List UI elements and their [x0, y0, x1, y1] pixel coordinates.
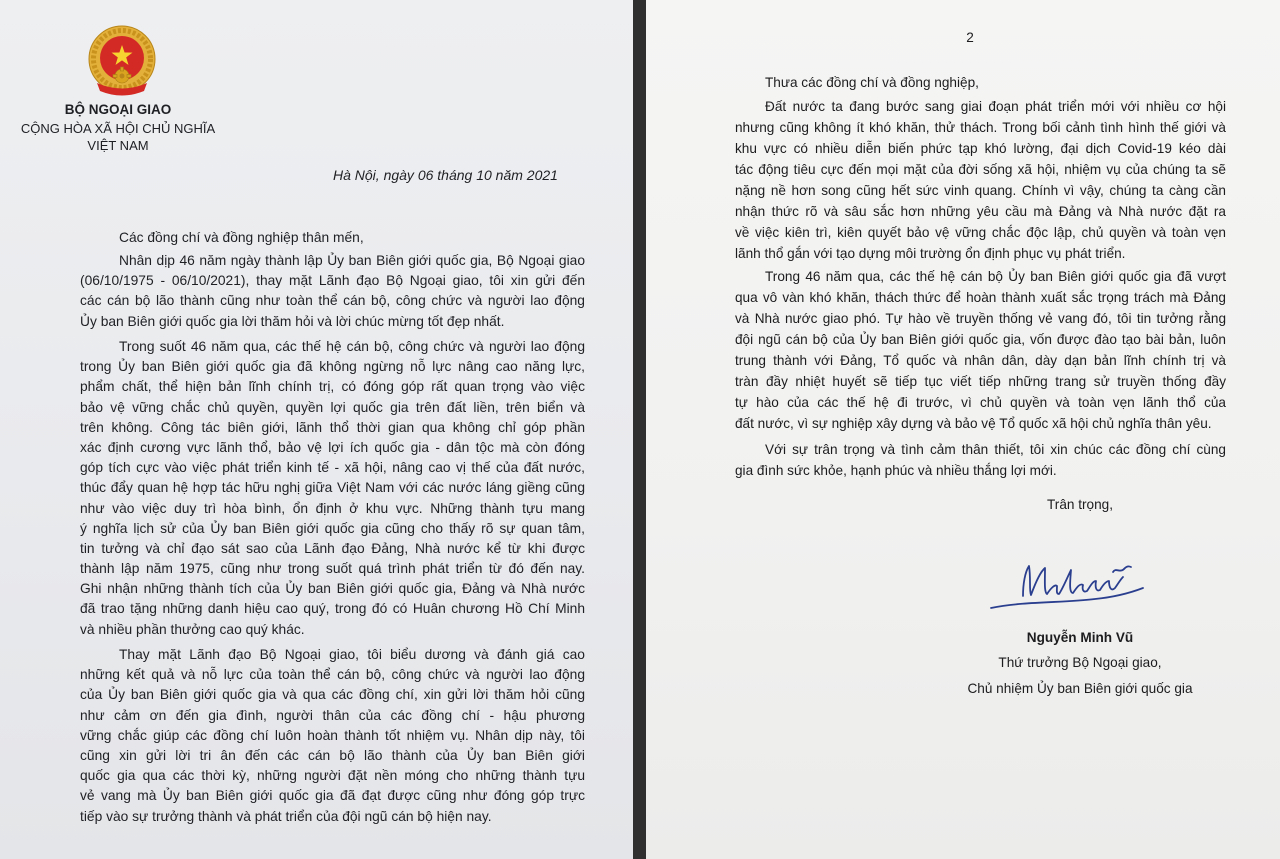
page-number: 2: [966, 30, 974, 45]
signer-title: Chủ nhiệm Ủy ban Biên giới quốc gia: [967, 681, 1193, 696]
letter-line: các cán bộ lão thành cũng như toàn thể cán bộ, công chức và người lao động: [80, 293, 585, 309]
ministry-name: BỘ NGOẠI GIAO: [64, 102, 172, 117]
letter-line: những kết quả và nỗ lực của toàn thể cán bộ, công chức và người lao động: [80, 667, 585, 683]
letter-line: thúc đẩy quan hệ hợp tác hữu nghị giữa Việt Nam với các nước láng giềng cũng: [80, 480, 585, 496]
letter-line: quốc gia qua các thời kỳ, những người đặt nền móng cho những thành tựu: [80, 768, 585, 784]
letter-line: Trong suốt 46 năm qua, các thế hệ cán bộ, công chức và người lao động: [119, 339, 585, 354]
letter-line: như vào việc duy trì hòa bình, ổn định ở khu vực. Những thành tựu mang: [80, 500, 585, 516]
letter-line: Ghi nhận những thành tích của Ủy ban Biên giới quốc gia, Đảng và Nhà nước: [80, 581, 585, 597]
body-paragraph: [735, 96, 1226, 264]
letter-line: tác động tiêu cực đến mọi mặt của đời sống xã hội, nhiệm vụ của chúng ta sẽ: [735, 161, 1226, 177]
letter-line: cũng xin gửi lời tri ân đến các cán bộ lão thành của Ủy ban Biên giới: [80, 747, 585, 763]
letter-line: khu vực có nhiều diễn biến phức tạp khó lường, đại dịch Covid-19 kéo dài: [735, 140, 1226, 156]
letter-line: Ủy ban Biên giới quốc gia lời thăm hỏi và lời chúc mừng tốt đẹp nhất.: [80, 313, 505, 329]
letter-line: lãnh thổ gắn với tạo dựng môi trường ổn định phục vụ phát triển.: [735, 245, 1126, 261]
state-name-line-1: CỘNG HÒA XÃ HỘI CHỦ NGHĨA: [20, 121, 216, 136]
letter-line: vẻ vang mà Ủy ban Biên giới quốc gia đã đạt được cũng như đóng góp trực: [80, 788, 585, 804]
letter-line: tự hào của các thế hệ đi trước, vì chủ quyền và toàn vẹn lãnh thổ của: [735, 394, 1226, 410]
letter-page-1: [0, 0, 633, 859]
letter-line: ý nghĩa lịch sử của Ủy ban Biên giới quốc gia cũng cho thấy rõ sự quan tâm,: [80, 520, 585, 536]
body-paragraph: [735, 439, 1226, 481]
letter-line: nhưng cũng không ít khó khăn, thử thách. Trong bối cảnh tình hình thế giới và: [735, 119, 1226, 135]
body-paragraph: [80, 337, 585, 640]
date-line: Hà Nội, ngày 06 tháng 10 năm 2021: [333, 167, 558, 183]
letter-line: đội ngũ cán bộ của Ủy ban Biên giới quốc gia, vốn được đào tạo bài bản, luôn: [735, 331, 1226, 347]
letter-line: của Ủy ban Biên giới quốc gia và qua các đồng chí, xin gửi lời thăm hỏi cũng: [80, 687, 585, 703]
letter-line: trung thành với Đảng, Tổ quốc và nhân dân, dày dạn bản lĩnh chính trị và: [735, 352, 1226, 368]
body-paragraph: [80, 251, 585, 332]
salutation: Thưa các đồng chí và đồng nghiệp,: [765, 74, 979, 90]
letter-line: đã trao tặng những danh hiệu cao quý, trong đó có Huân chương Hồ Chí Minh: [80, 601, 585, 617]
salutation: Các đồng chí và đồng nghiệp thân mến,: [119, 230, 364, 245]
letter-line: nặng nề hơn song cũng hết sức vinh quang. Chính vì vậy, chúng ta càng cần: [735, 182, 1226, 198]
letter-line: Đất nước ta đang bước sang giai đoạn phát triển mới với nhiều cơ hội: [765, 98, 1226, 114]
state-name-line-2: VIỆT NAM: [87, 138, 149, 153]
body-paragraph: [735, 266, 1226, 434]
letter-page-2: [646, 0, 1280, 859]
letter-line: gia đình sức khỏe, hạnh phúc và nhiều thắng lợi mới.: [735, 462, 1057, 478]
letter-line: như cảm ơn đến gia đình, người thân của các đồng chí - hậu phương: [80, 707, 585, 723]
letter-line: và Nhà nước giao phó. Tự hào về truyền thống vẻ vang đó, tôi tin tưởng rằng: [735, 310, 1226, 326]
letter-line: Với sự trân trọng và tình cảm thân thiết, tôi xin chúc các đồng chí cùng: [765, 441, 1226, 457]
letter-line: góp tích cực vào việc phát triển kinh tế - xã hội, nâng cao vị thế của đất nước,: [80, 460, 585, 476]
letter-line: phẩm chất, thể hiện bản lĩnh chính trị, có đóng góp rất quan trọng vào việc: [80, 379, 585, 395]
national-emblem-icon: [83, 25, 161, 97]
letter-line: qua vô vàn khó khăn, thách thức để hoàn thành xuất sắc trọng trách mà Đảng: [735, 289, 1226, 305]
letter-line: vững chắc giúp các đồng chí luôn hoàn thành tốt nhiệm vụ. Nhân dịp này, tôi: [80, 727, 585, 743]
letter-line: nhận thức rõ và sâu sắc hơn những yêu cầu mà Đảng và Nhà nước đặt ra: [735, 203, 1226, 219]
letter-line: xác định cương vực lãnh thổ, bảo vệ lợi ích quốc gia - dân tộc mà còn đóng: [80, 439, 585, 455]
letter-line: tin tưởng và chỉ đạo sát sao của Lãnh đạo Đảng, Nhà nước kể từ khi được: [80, 540, 585, 556]
letter-line: thành lập năm 1975, cũng như trong suốt quá trình phát triển từ đó đến nay.: [80, 561, 585, 577]
signer-title: Thứ trưởng Bộ Ngoại giao,: [998, 655, 1162, 670]
letter-line: trong Ủy ban Biên giới quốc gia đã không ngừng nỗ lực nâng cao năng lực,: [80, 359, 585, 375]
closing: Trân trọng,: [1047, 497, 1113, 512]
letter-line: tràn đầy nhiệt huyết sẽ tiếp tục viết tiếp những trang sử truyền thống đầy: [735, 373, 1226, 389]
letter-line: Thay mặt Lãnh đạo Bộ Ngoại giao, tôi biểu dương và đánh giá cao: [119, 647, 585, 662]
letter-line: đất nước, vì sự nghiệp xây dựng và bảo vệ Tổ quốc xã hội chủ nghĩa thân yêu.: [735, 415, 1212, 431]
letter-line: Trong 46 năm qua, các thế hệ cán bộ Ủy ban Biên giới quốc gia đã vượt: [765, 268, 1226, 284]
letter-line: (06/10/1975 - 06/10/2021), thay mặt Lãnh đạo Bộ Ngoại giao, tôi xin gửi đến: [80, 273, 585, 289]
letter-line: Nhân dịp 46 năm ngày thành lập Ủy ban Biên giới quốc gia, Bộ Ngoại giao: [119, 253, 585, 268]
body-paragraph: [80, 645, 585, 827]
letter-line: bảo vệ vững chắc chủ quyền, quyền lợi quốc gia trên đất liền, trên biển và: [80, 399, 585, 415]
signer-name: Nguyễn Minh Vũ: [1026, 630, 1134, 645]
handwritten-signature-icon: [985, 550, 1155, 620]
letter-line: về việc kiên trì, kiên quyết bảo vệ vững chắc độc lập, chủ quyền và toàn vẹn: [735, 224, 1226, 240]
letter-line: trên không. Công tác biên giới, lãnh thổ thời gian qua không chỉ góp phần: [80, 419, 585, 435]
letter-line: và nhiều phần thưởng cao quý khác.: [80, 621, 305, 637]
letter-line: tiếp vào sự trưởng thành và phát triển của đội ngũ cán bộ hiện nay.: [80, 808, 492, 824]
